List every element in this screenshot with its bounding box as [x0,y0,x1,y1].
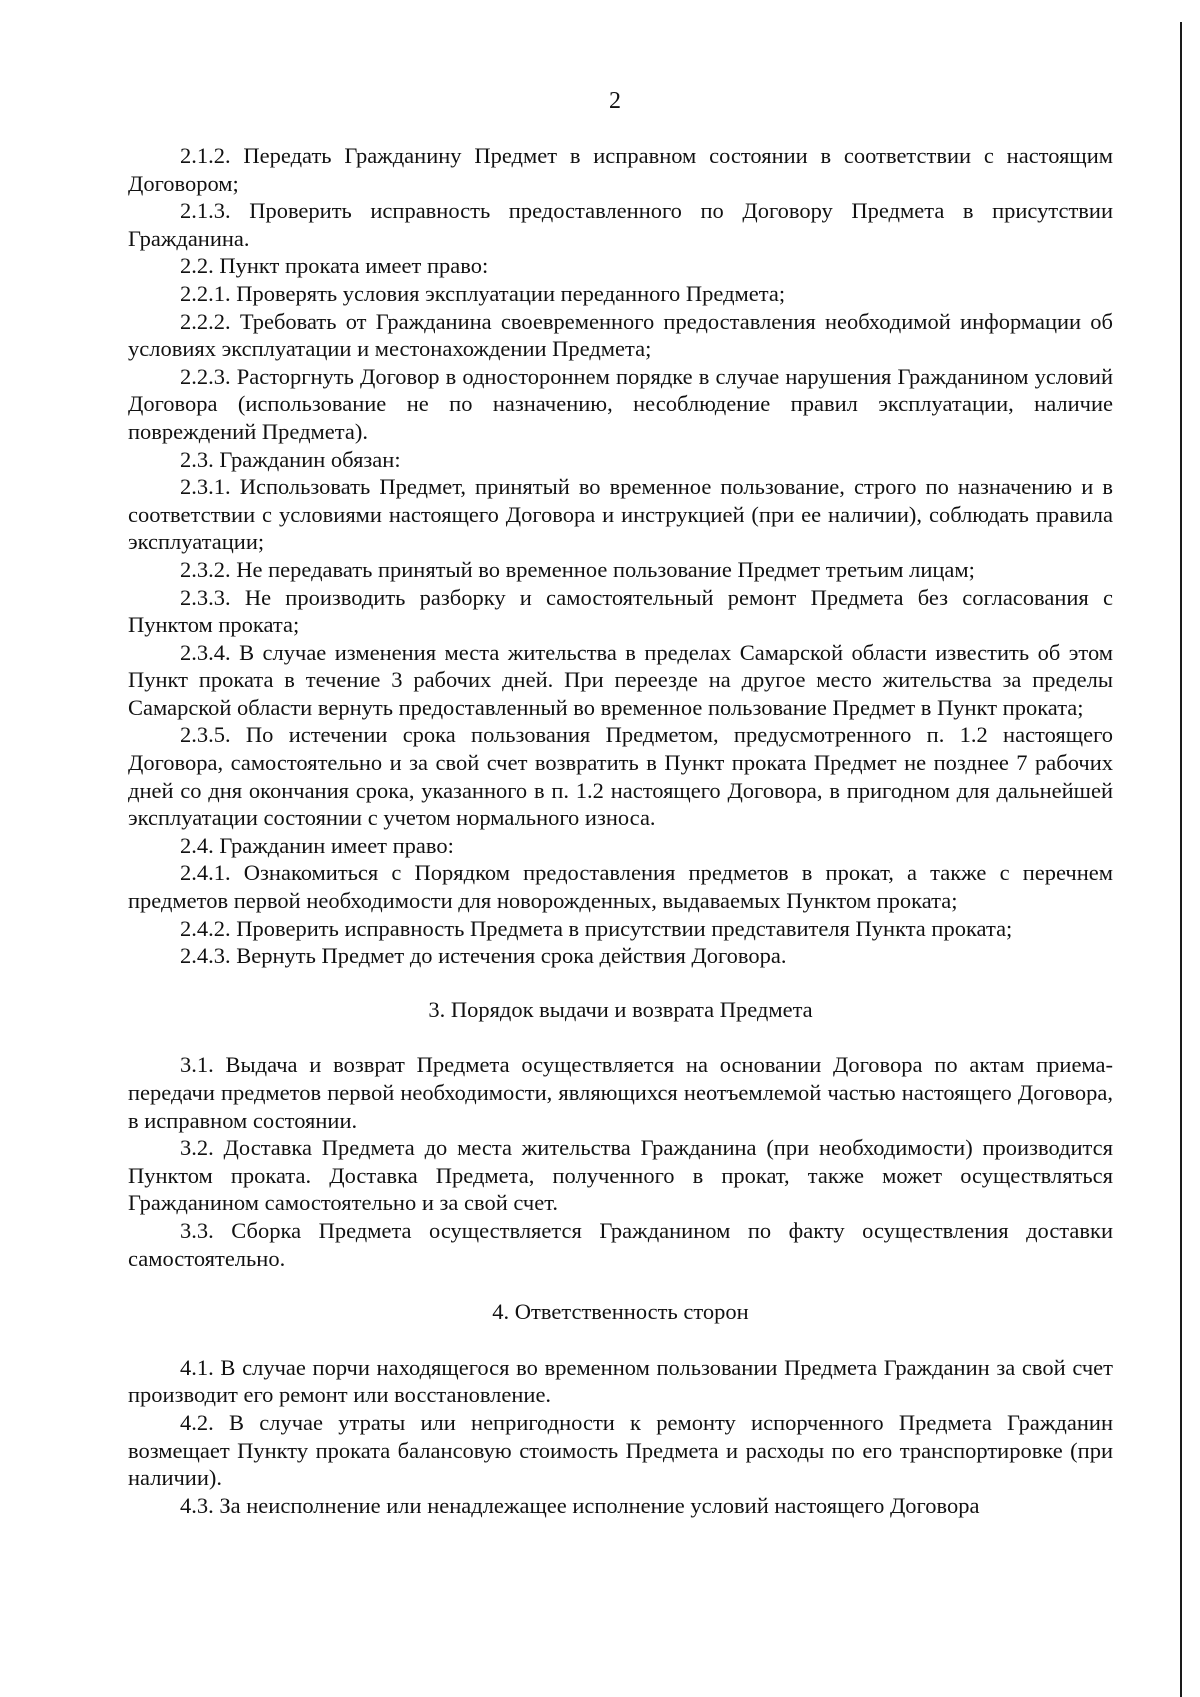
clause-4-1: 4.1. В случае порчи находящегося во временном пользовании Предмета Гражданин за свой счет производит его ремонт или восстановление. [128,1354,1113,1408]
clause-4-2: 4.2. В случае утраты или непригодности к ремонту испорченного Предмета Гражданин возмещает Пункту проката балансовую стоимость Предмета и расходы по его транспортировке (при наличии). [128,1409,1113,1491]
clause-2-2-2: 2.2.2. Требовать от Гражданина своевременного предоставления необходимой информации об условиях эксплуатации и местонахождении Предмета; [128,308,1113,362]
clause-2-2-3: 2.2.3. Расторгнуть Договор в одностороннем порядке в случае нарушения Гражданином условий Договора (использование не по назначению, несоблюдение правил эксплуатации, наличие повреждений Предмета). [128,363,1113,444]
section-3-heading: 3. Порядок выдачи и возврата Предмета [428,996,813,1022]
clause-2-4-1: 2.4.1. Ознакомиться с Порядком предоставления предметов в прокат, а также с перечнем предметов первой необходимости для новорожденных, выдаваемых Пунктом проката; [128,860,1113,914]
clause-2-3-4: 2.3.4. В случае изменения места жительства в пределах Самарской области известить об этом Пункт проката в течение 3 рабочих дней. При переезде на другое место жительства за пределы Самарской области вернуть предоставленный во временное пользование Предмет в Пункт проката; [128,639,1113,720]
clause-2-2-1: 2.2.1. Проверять условия эксплуатации переданного Предмета; [180,280,786,306]
scan-edge-line [1180,22,1182,1697]
section-4-heading: 4. Ответственность сторон [492,1299,749,1325]
clause-3-3: 3.3. Сборка Предмета осуществляется Гражданином по факту осуществления доставки самостоятельно. [128,1217,1113,1271]
document-body [128,142,1113,1519]
clause-2-3-2: 2.3.2. Не передавать принятый во временное пользование Предмет третьим лицам; [180,556,975,582]
clause-2-3-5: 2.3.5. По истечении срока пользования Предметом, предусмотренного п. 1.2 настоящего Договора, самостоятельно и за свой счет возвратить в Пункт проката Предмет не позднее 7 рабочих дней со дня окончания срока, указанного в п. 1.2 настоящего Договора, в пригодном для дальнейшей эксплуатации состоянии с учетом нормального износа. [128,722,1113,831]
clause-2-3-1: 2.3.1. Использовать Предмет, принятый во временное пользование, строго по назначению и в соответствии с условиями настоящего Договора и инструкцией (при ее наличии), соблюдать правила эксплуатации; [128,474,1113,555]
clause-2-1-3: 2.1.3. Проверить исправность предоставленного по Договору Предмета в присутствии Гражданина. [128,198,1113,251]
clause-2-3: 2.3. Гражданин обязан: [180,446,401,472]
clause-2-4: 2.4. Гражданин имеет право: [180,832,454,858]
clause-2-2: 2.2. Пункт проката имеет право: [180,253,489,279]
clause-2-4-3: 2.4.3. Вернуть Предмет до истечения срока действия Договора. [180,943,787,969]
clause-3-1: 3.1. Выдача и возврат Предмета осуществляется на основании Договора по актам приема-передачи предметов первой необходимости, являющихся неотъемлемой частью настоящего Договора, в исправном состоянии. [128,1052,1113,1133]
page-number: 2 [609,88,621,114]
clause-3-2: 3.2. Доставка Предмета до места жительства Гражданина (при необходимости) производится Пунктом проката. Доставка Предмета, полученного в прокат, также может осуществляться Гражданином самостоятельно и за свой счет. [128,1135,1113,1216]
clause-2-1-2: 2.1.2. Передать Гражданину Предмет в исправном состоянии в соответствии с настоящим Договором; [128,143,1113,196]
clause-4-3: 4.3. За неисполнение или ненадлежащее исполнение условий настоящего Договора [180,1492,980,1518]
clause-2-4-2: 2.4.2. Проверить исправность Предмета в присутствии представителя Пункта проката; [180,915,1013,941]
clause-2-3-3: 2.3.3. Не производить разборку и самостоятельный ремонт Предмета без согласования с Пунктом проката; [128,584,1113,638]
